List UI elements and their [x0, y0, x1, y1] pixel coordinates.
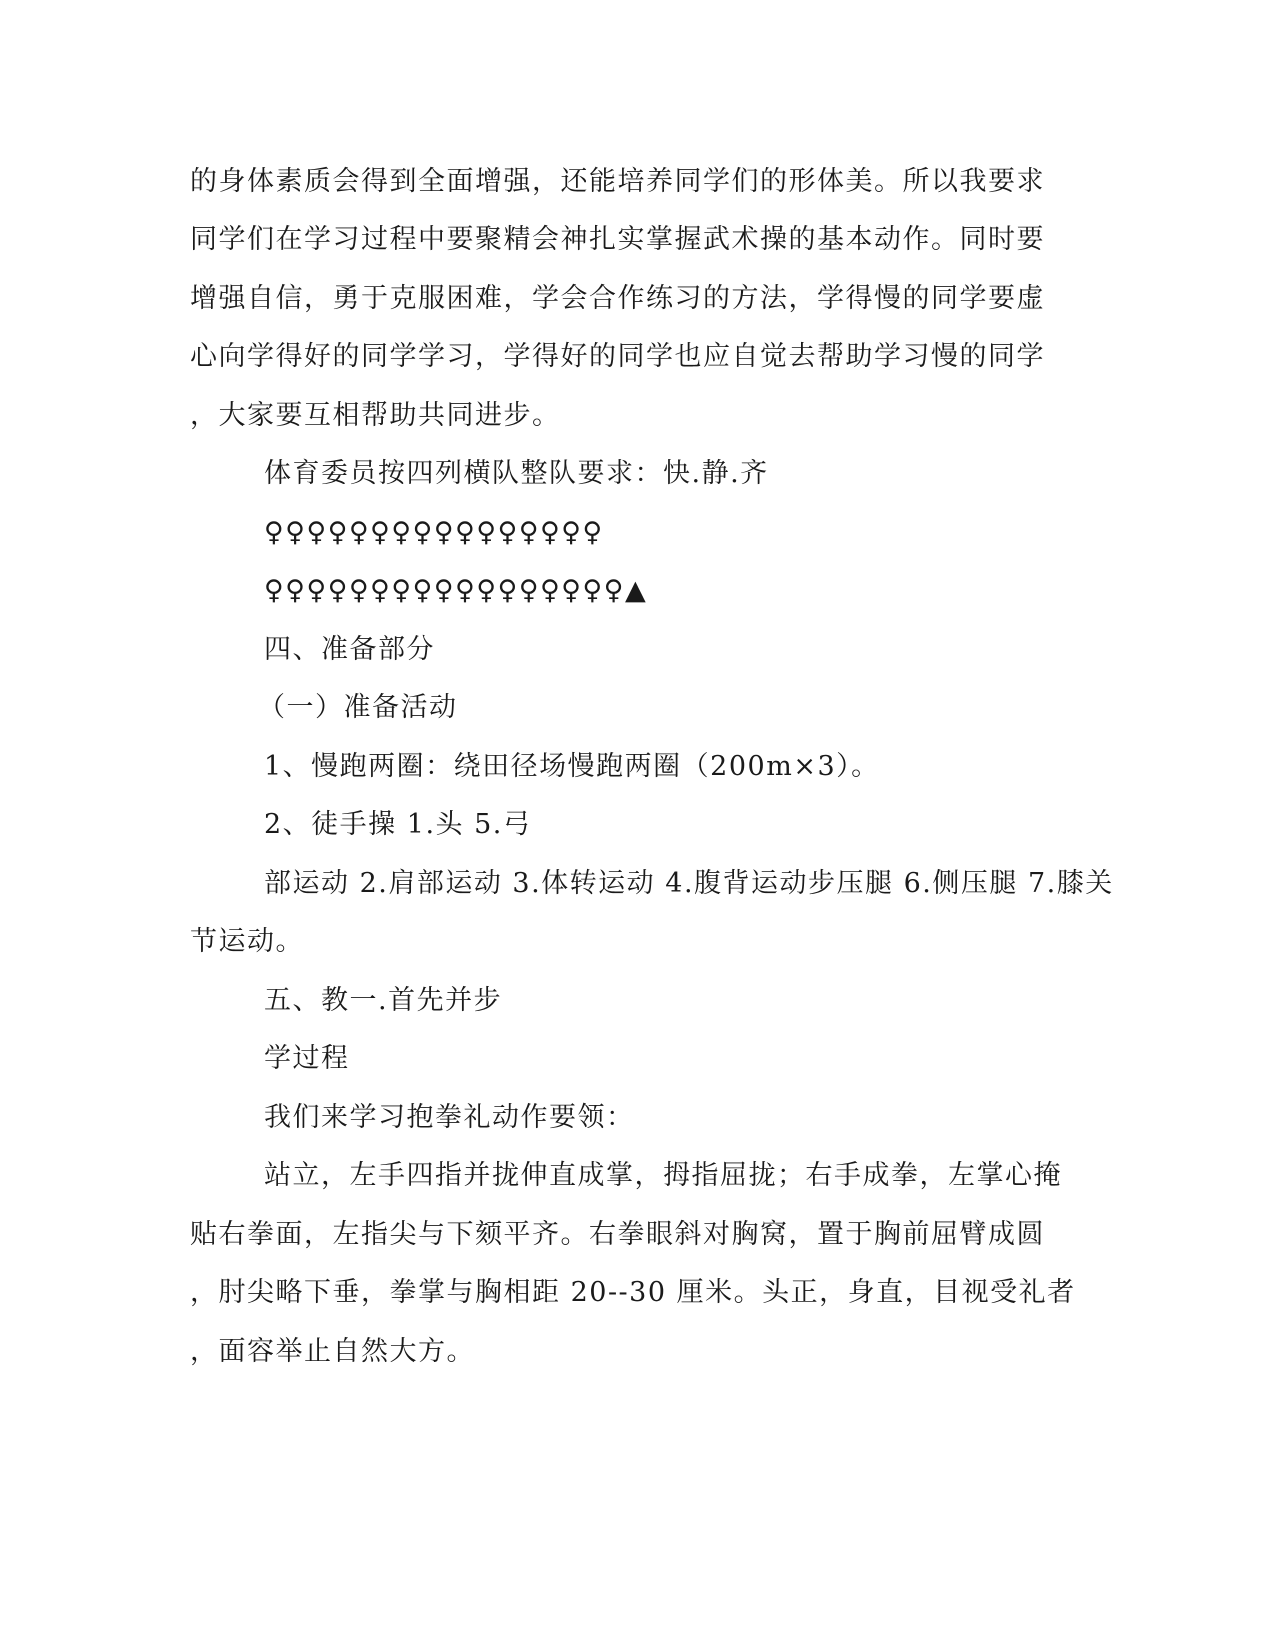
text-line: 增强自信，勇于克服困难，学会合作练习的方法，学得慢的同学要虚 [190, 283, 1045, 314]
text-line: ，肘尖略下垂，拳掌与胸相距 20--30 厘米。头正，身直，目视受礼者 [190, 1277, 1076, 1308]
text-line: ，大家要互相帮助共同进步。 [190, 400, 561, 431]
text-line: 贴右拳面，左指尖与下颏平齐。右拳眼斜对胸窝，置于胸前屈臂成圆 [190, 1219, 1045, 1250]
text-line: ，面容举止自然大方。 [190, 1336, 475, 1367]
text-line: 站立，左手四指并拢伸直成掌，拇指屈拢；右手成拳，左掌心掩 [264, 1160, 1062, 1191]
text-line: 的身体素质会得到全面增强，还能培养同学们的形体美。所以我要求 [190, 166, 1045, 197]
section-heading: 四、准备部分 [264, 634, 435, 665]
text-line: 节运动。 [190, 926, 304, 957]
text-line: 1、慢跑两圈：绕田径场慢跑两圈（200m×3）。 [264, 751, 880, 782]
text-line: 学过程 [264, 1043, 350, 1074]
formation-row-2: ♀♀♀♀♀♀♀♀♀♀♀♀♀♀♀♀♀▲ [264, 575, 648, 606]
text-line: 心向学得好的同学学习，学得好的同学也应自觉去帮助学习慢的同学 [190, 341, 1045, 372]
text-line: 体育委员按四列横队整队要求：快.静.齐 [264, 458, 769, 489]
formation-row-1: ♀♀♀♀♀♀♀♀♀♀♀♀♀♀♀♀ [264, 517, 604, 548]
section-heading: 五、教一.首先并步 [264, 985, 503, 1016]
subsection-heading: （一）准备活动 [258, 692, 458, 723]
text-line: 同学们在学习过程中要聚精会神扎实掌握武术操的基本动作。同时要 [190, 224, 1045, 255]
text-line: 我们来学习抱拳礼动作要领： [264, 1102, 635, 1133]
text-line: 2、徒手操 1.头 5.弓 [264, 809, 532, 840]
text-line: 部运动 2.肩部运动 3.体转运动 4.腹背运动步压腿 6.侧压腿 7.膝关 [264, 868, 1114, 899]
